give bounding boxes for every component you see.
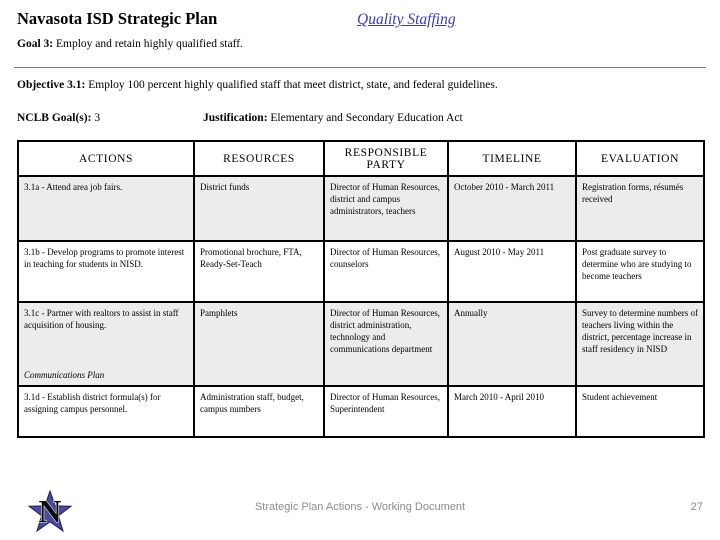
- cell-responsible: Director of Human Resources, counselors: [324, 241, 448, 302]
- cell-responsible: Director of Human Resources, Superintendent: [324, 386, 448, 437]
- cell-action: 3.1c - Partner with realtors to assist in staff acquisition of housing. Communications Plan: [18, 302, 194, 386]
- cell-timeline: October 2010 - March 2011: [448, 176, 576, 241]
- nclb-label: NCLB Goal(s):: [17, 112, 92, 124]
- cell-resources: Promotional brochure, FTA, Ready-Set-Teach: [194, 241, 324, 302]
- table-row: [18, 241, 704, 302]
- justification-text: Elementary and Secondary Education Act: [270, 112, 463, 124]
- cell-evaluation: Survey to determine numbers of teachers living within the district, percentage increase in staff residency in NISD: [576, 302, 704, 386]
- column-header-timeline: TIMELINE: [448, 141, 576, 176]
- cell-responsible: Director of Human Resources, district administration, technology and communications department: [324, 302, 448, 386]
- nclb-line: [17, 112, 100, 124]
- cell-resources: Pamphlets: [194, 302, 324, 386]
- cell-responsible: Director of Human Resources, district and campus administrators, teachers: [324, 176, 448, 241]
- cell-action: 3.1a - Attend area job fairs.: [18, 176, 194, 241]
- column-header-resources: RESOURCES: [194, 141, 324, 176]
- page-number: 27: [690, 501, 703, 513]
- column-header-evaluation: EVALUATION: [576, 141, 704, 176]
- page-title: Navasota ISD Strategic Plan: [17, 9, 218, 28]
- objective-label: Objective 3.1:: [17, 79, 86, 91]
- footer-text: Strategic Plan Actions - Working Document: [254, 501, 466, 513]
- cell-resources: Administration staff, budget, campus numbers: [194, 386, 324, 437]
- objective-line: [17, 79, 707, 91]
- goal-label: Goal 3:: [17, 38, 54, 50]
- justification-line: [203, 112, 463, 124]
- objective-text: Employ 100 percent highly qualified staff that meet district, state, and federal guidelines.: [88, 79, 498, 91]
- cell-evaluation: Registration forms, résumés received: [576, 176, 704, 241]
- logo-letter-n: N: [38, 493, 62, 529]
- table-row: [18, 176, 704, 241]
- nclb-value: 3: [94, 112, 101, 124]
- table-row: [18, 302, 704, 386]
- column-header-responsible-party: RESPONSIBLE PARTY: [324, 141, 448, 176]
- column-header-actions: ACTIONS: [18, 141, 194, 176]
- goal-text: Employ and retain highly qualified staff.: [55, 38, 243, 50]
- cell-timeline: Annually: [448, 302, 576, 386]
- table-row: [18, 386, 704, 437]
- strategic-plan-table: [17, 140, 705, 438]
- cell-timeline: August 2010 - May 2011: [448, 241, 576, 302]
- cell-evaluation: Post graduate survey to determine who are studying to become teachers: [576, 241, 704, 302]
- section-link[interactable]: Quality Staffing: [357, 11, 456, 28]
- cell-evaluation: Student achievement: [576, 386, 704, 437]
- cell-action: 3.1d - Establish district formula(s) for assigning campus personnel.: [18, 386, 194, 437]
- action-note: Communications Plan: [24, 369, 105, 380]
- justification-label: Justification:: [203, 112, 268, 124]
- goal-line: [17, 38, 243, 50]
- table-header-row: [18, 141, 704, 176]
- cell-action: 3.1b - Develop programs to promote interest in teaching for students in NISD.: [18, 241, 194, 302]
- cell-resources: District funds: [194, 176, 324, 241]
- cell-timeline: March 2010 - April 2010: [448, 386, 576, 437]
- divider: [14, 67, 706, 68]
